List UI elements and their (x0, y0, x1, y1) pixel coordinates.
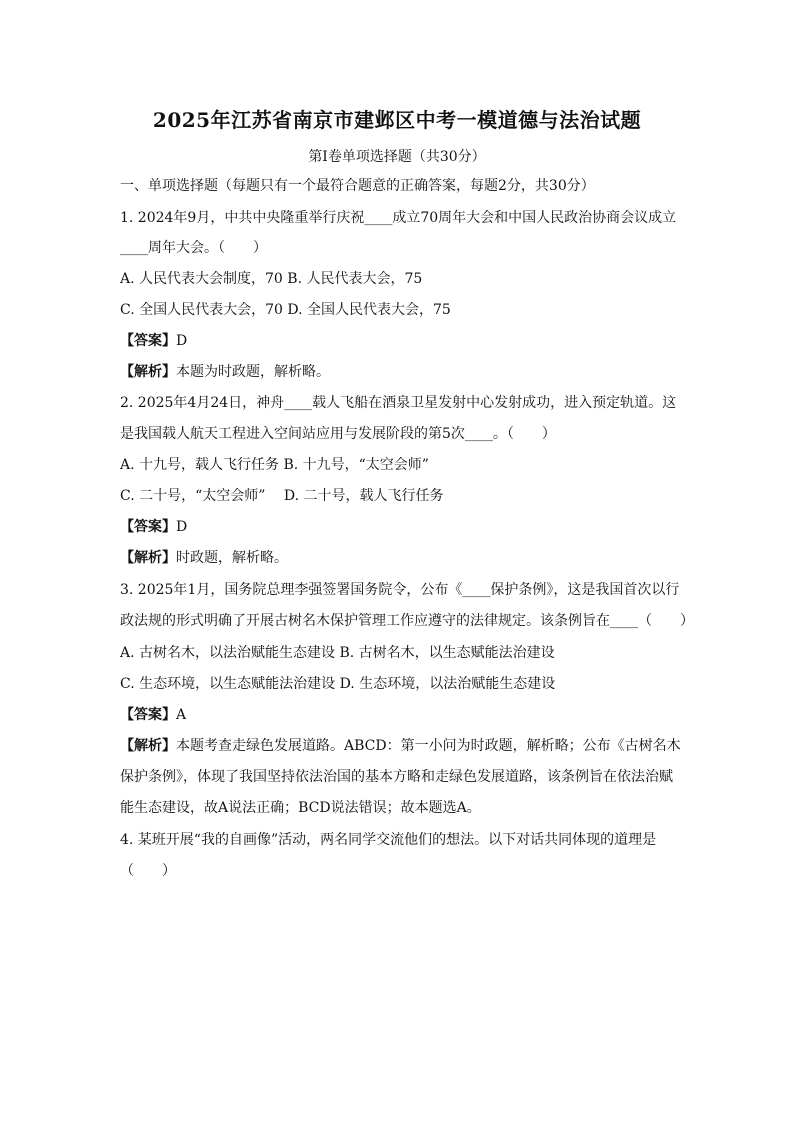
question-2-stem-line-2: 是我国载人航天工程进入空间站应用与发展阶段的第5次____。（ ） (120, 426, 556, 442)
question-3-stem-line-1: 3. 2025年1月，国务院总理李强签署国务院令，公布《____保护条例》，这是我国首次以行 (120, 582, 680, 598)
question-4-stem-line-1: 4. 某班开展“我的自画像”活动，两名同学交流他们的想法。以下对话共同体现的道理是 (120, 832, 657, 848)
question-4-stem-line-2: （ ） (120, 863, 176, 879)
analysis-tag: 【解析】 (120, 364, 176, 380)
question-1-options-ab: A. 人民代表大会制度，70 B. 人民代表大会，75 (120, 271, 423, 287)
question-3-options-cd: C. 生态环境，以生态赋能法治建设 D. 生态环境，以法治赋能生态建设 (120, 676, 556, 692)
question-1-stem-line-2: ____周年大会。（ ） (120, 240, 267, 256)
question-1-answer (120, 331, 680, 351)
question-2-options-ab: A. 十九号，载人飞行任务 B. 十九号，“太空会师” (120, 457, 429, 473)
analysis-text: 本题为时政题，解析略。 (176, 364, 330, 380)
part-heading: 第I卷单项选择题（共30分） (308, 149, 486, 165)
question-1-options-cd: C. 全国人民代表大会，70 D. 全国人民代表大会，75 (120, 302, 451, 318)
answer-value: D (176, 519, 188, 535)
question-3-options-ab: A. 古树名木，以法治赋能生态建设 B. 古树名木，以生态赋能法治建设 (120, 645, 555, 661)
answer-tag: 【答案】 (120, 707, 176, 723)
question-2-options-cd: C. 二十号，“太空会师” D. 二十号，载人飞行任务 (120, 488, 444, 504)
question-2-analysis (120, 548, 680, 568)
section-heading: 一、单项选择题（每题只有一个最符合题意的正确答案，每题2分，共30分） (120, 178, 595, 194)
answer-value: D (176, 333, 188, 349)
question-3-stem-line-2: 政法规的形式明确了开展古树名木保护管理工作应遵守的法律规定。该条例旨在____（ ） (120, 613, 694, 629)
answer-tag: 【答案】 (120, 333, 176, 349)
analysis-tag: 【解析】 (120, 550, 176, 566)
question-1-stem-line-1: 1. 2024年9月，中共中央隆重举行庆祝____成立70周年大会和中国人民政治协商会议成立 (120, 210, 677, 226)
question-3-analysis-line-1 (120, 736, 680, 756)
answer-tag: 【答案】 (120, 519, 176, 535)
question-1-analysis (120, 362, 680, 382)
answer-value: A (176, 707, 187, 723)
analysis-tag: 【解析】 (120, 738, 176, 754)
analysis-text: 时政题，解析略。 (176, 550, 288, 566)
page-title: 2025年江苏省南京市建邺区中考一模道德与法治试题 (152, 108, 642, 132)
question-2-answer (120, 517, 680, 537)
question-3-analysis-line-3: 能生态建设，故A说法正确；BCD说法错误；故本题选A。 (120, 800, 481, 816)
analysis-text: 本题考查走绿色发展道路。ABCD：第一小问为时政题，解析略；公布《古树名木 (176, 738, 681, 754)
question-3-answer (120, 705, 680, 725)
question-2-stem-line-1: 2. 2025年4月24日，神舟____载人飞船在酒泉卫星发射中心发射成功，进入预定轨道。这 (120, 395, 677, 411)
question-3-analysis-line-2: 保护条例》，体现了我国坚持依法治国的基本方略和走绿色发展道路，该条例旨在依法治赋 (120, 769, 673, 785)
